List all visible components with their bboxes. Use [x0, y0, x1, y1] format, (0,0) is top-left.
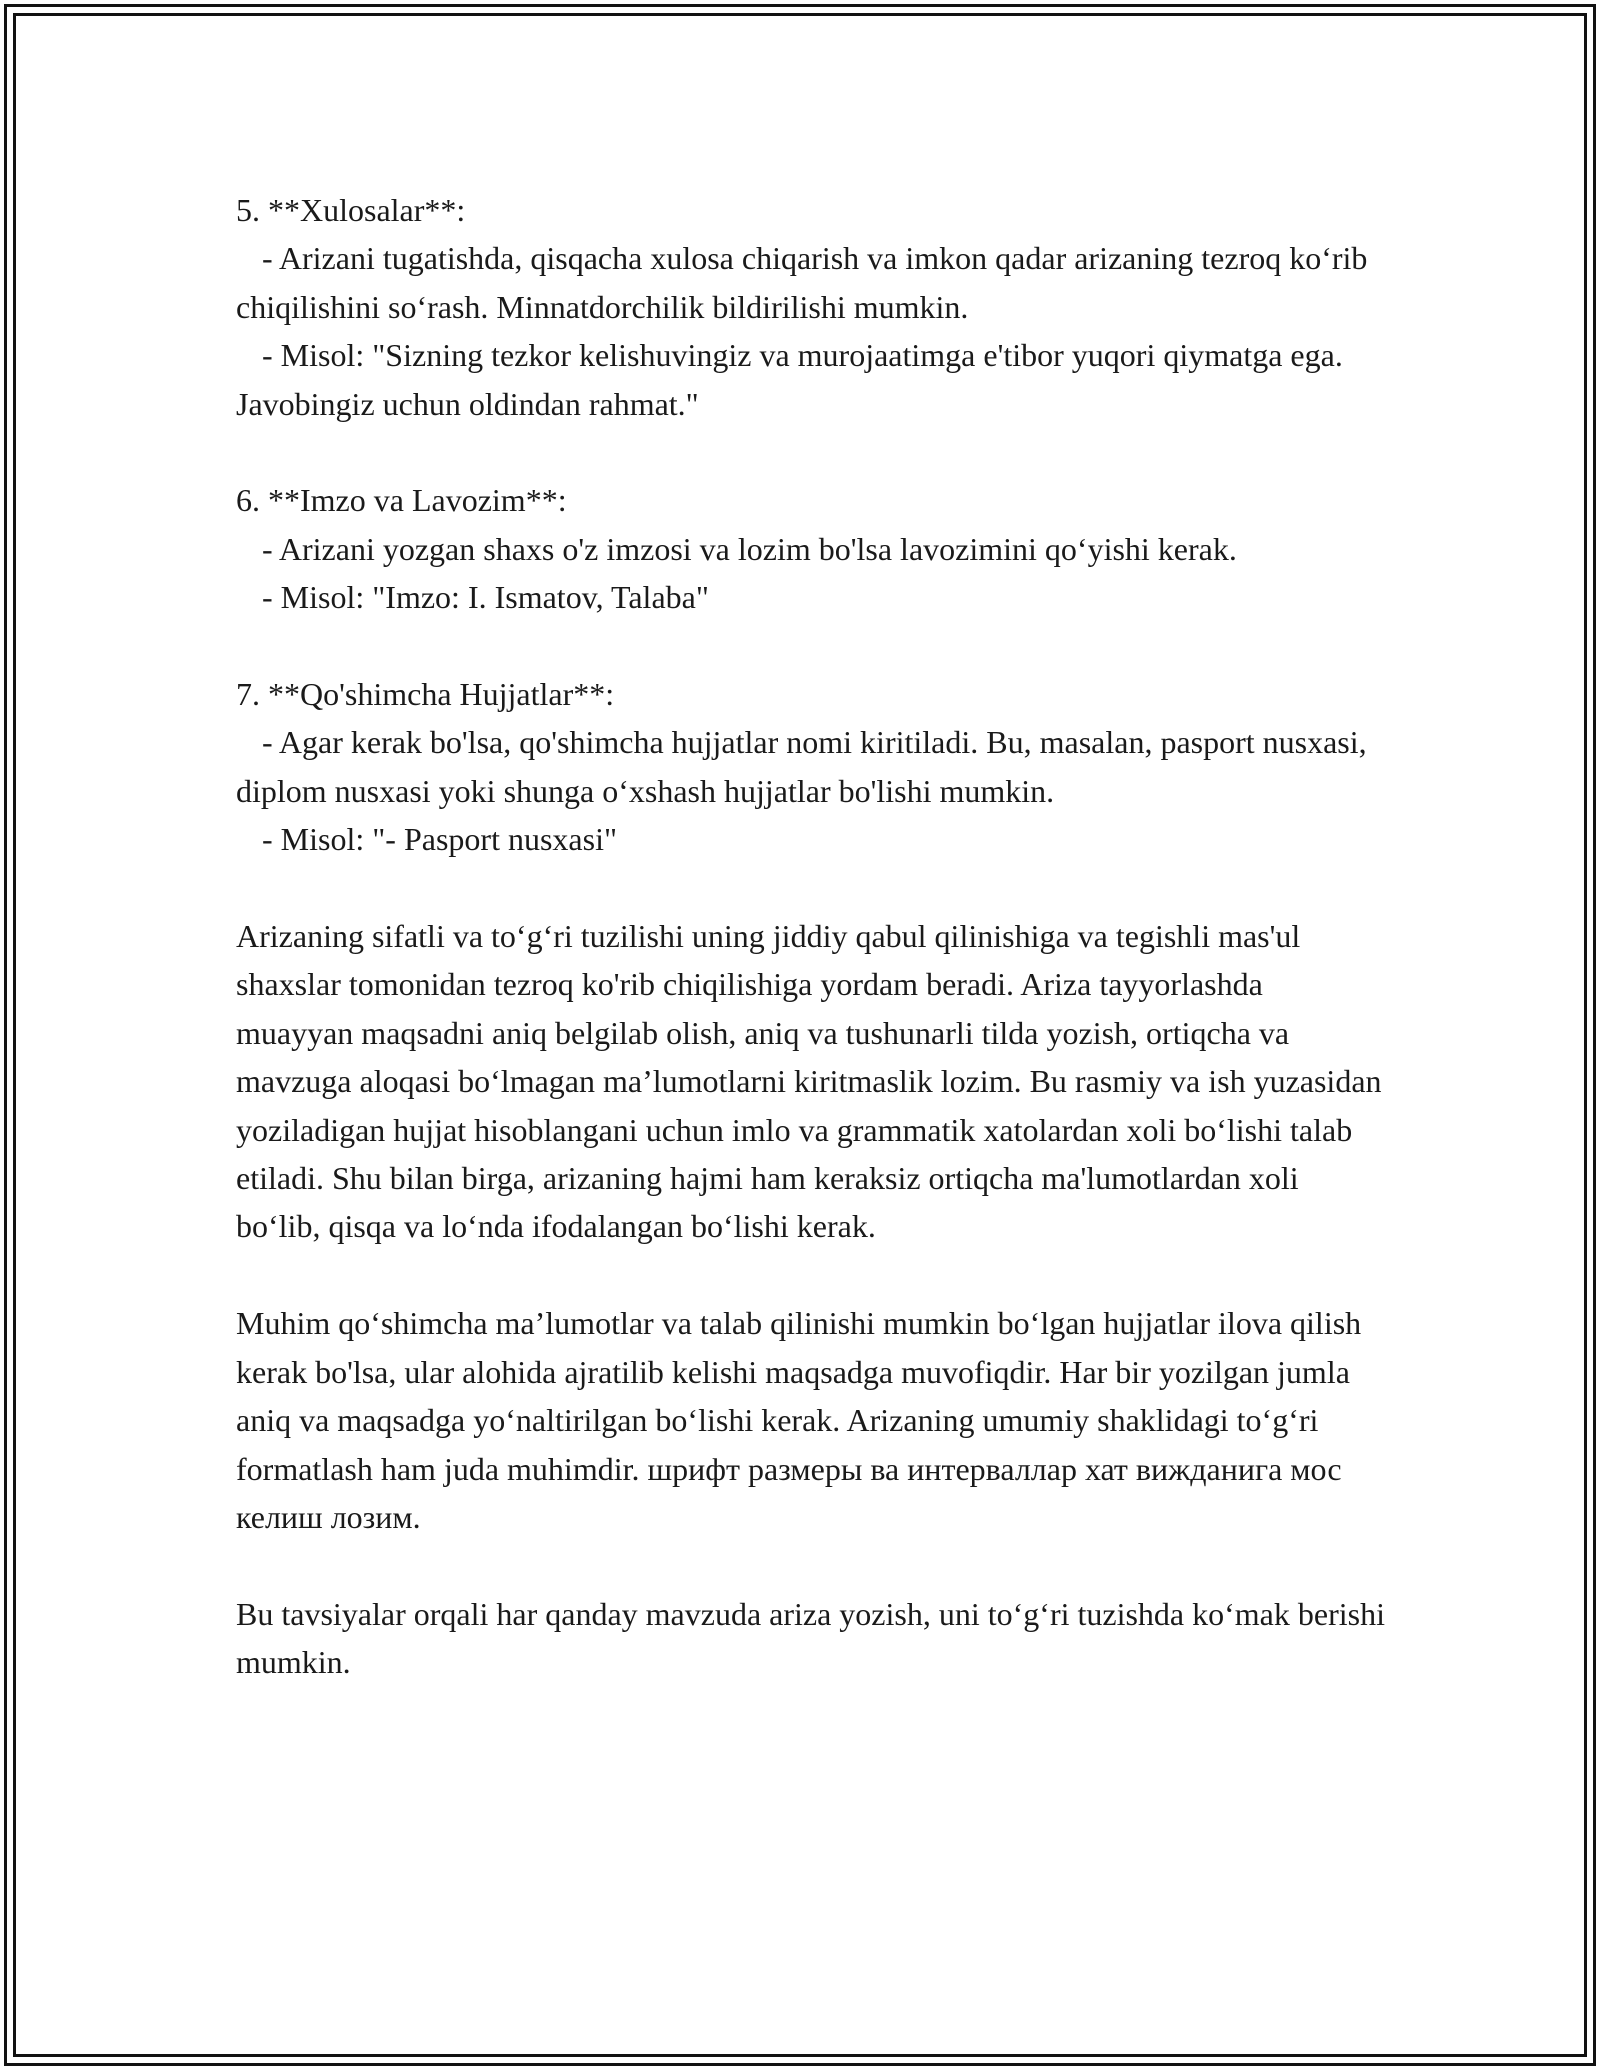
- section-title: 7. **Qo'shimcha Hujjatlar**:: [236, 676, 615, 713]
- spacer: [236, 864, 1386, 912]
- spacer: [236, 1251, 1386, 1299]
- section-conclusions: [236, 186, 1386, 428]
- bullet-item: - Arizani yozgan shaxs o'z imzosi va lozim bo'lsa lavozimini qoʻyishi kerak.: [262, 530, 1237, 567]
- paragraph-additional-info: Muhim qoʻshimcha maʼlumotlar va talab qilinishi mumkin boʻlgan hujjatlar ilova qilish kerak bo'lsa, ular alohida ajratilib kelishi maqsadga muvofiqdir. Har bir yozilgan jumla aniq va maqsadga yoʻnaltirilgan boʻlishi kerak. Arizaning umumiy shaklidagi toʻgʻri formatlash ham juda muhimdir. шрифт размеры ва интерваллар хат вижданига мос келиш лозим.: [236, 1305, 1362, 1535]
- section-attachments: [236, 670, 1386, 864]
- section-title: 5. **Xulosalar**:: [236, 192, 466, 228]
- spacer: [236, 428, 1386, 476]
- bullet-example: - Misol: "Sizning tezkor kelishuvingiz va murojaatimga e'tibor yuqori qiymatga ega. Javobingiz uchun oldindan rahmat.": [236, 337, 1343, 422]
- section-signature: [236, 476, 1386, 621]
- document-body: [236, 186, 1386, 1687]
- bullet-item: - Agar kerak bo'lsa, qo'shimcha hujjatlar nomi kiritiladi. Bu, masalan, pasport nusxasi, diplom nusxasi yoki shunga oʻxshash hujjatlar bo'lishi mumkin.: [236, 724, 1367, 809]
- bullet-example: - Misol: "Imzo: I. Ismatov, Talaba": [262, 579, 709, 616]
- paragraph-quality: Arizaning sifatli va toʻgʻri tuzilishi uning jiddiy qabul qilinishiga va tegishli mas'ul shaxslar tomonidan tezroq ko'rib chiqilishiga yordam beradi. Ariza tayyorlashda muayyan maqsadni aniq belgilab olish, aniq va tushunarli tilda yozish, ortiqcha va mavzuga aloqasi boʻlmagan maʼlumotlarni kiritmaslik lozim. Bu rasmiy va ish yuzasidan yoziladigan hujjat hisoblangani uchun imlo va grammatik xatolardan xoli boʻlishi talab etiladi. Shu bilan birga, arizaning hajmi ham keraksiz ortiqcha ma'lumotlardan xoli boʻlib, qisqa va loʻnda ifodalangan boʻlishi kerak.: [236, 918, 1382, 1245]
- section-title: 6. **Imzo va Lavozim**:: [236, 482, 567, 519]
- spacer: [236, 1541, 1386, 1589]
- bullet-item: - Arizani tugatishda, qisqacha xulosa chiqarish va imkon qadar arizaning tezroq koʻrib chiqilishini soʻrash. Minnatdorchilik bildirilishi mumkin.: [236, 240, 1368, 325]
- bullet-example: - Misol: "- Pasport nusxasi": [262, 821, 618, 858]
- paragraph-closing: Bu tavsiyalar orqali har qanday mavzuda ariza yozish, uni toʻgʻri tuzishda koʻmak berishi mumkin.: [236, 1595, 1385, 1681]
- spacer: [236, 622, 1386, 670]
